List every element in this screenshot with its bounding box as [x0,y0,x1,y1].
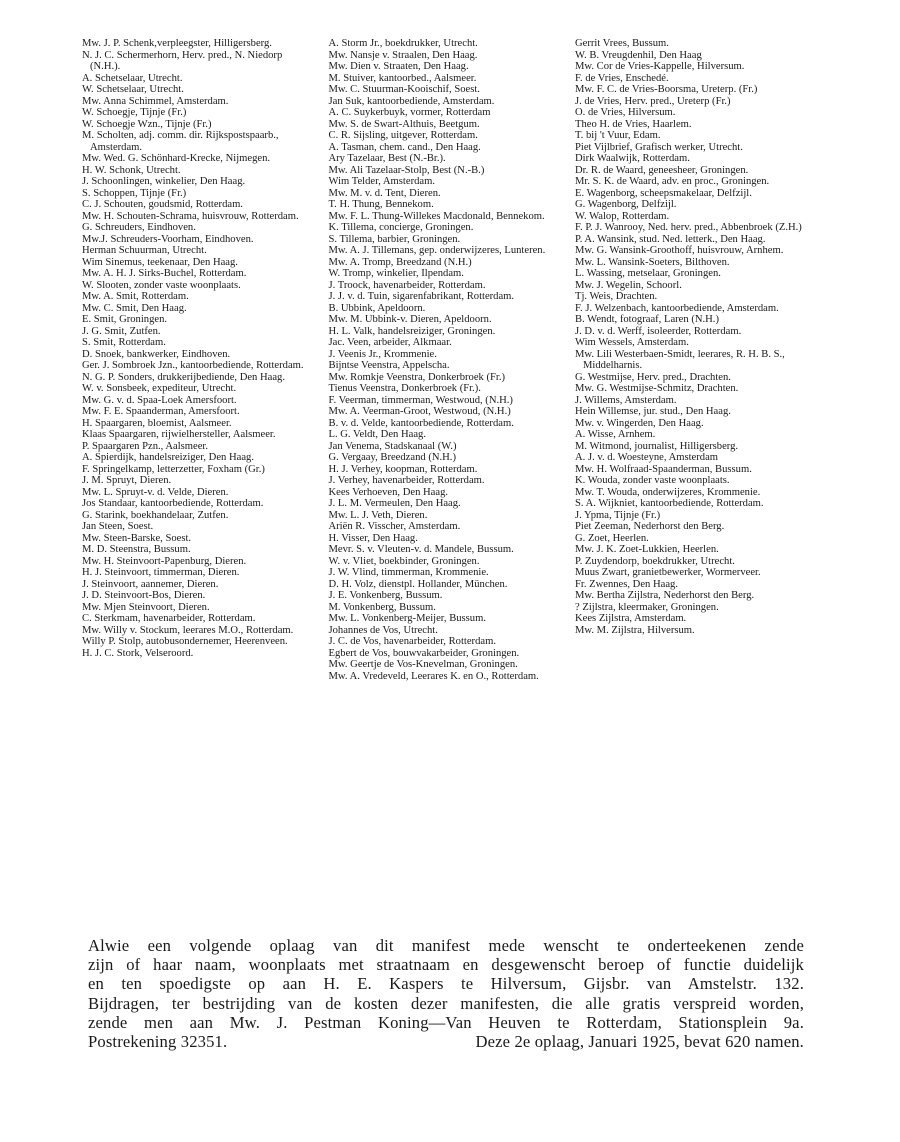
signatory-entry: Wim Telder, Amsterdam. [328,176,435,187]
signatory-entry: Johannes de Vos, Utrecht. [328,624,438,636]
signatory-entry: Muus Zwart, granietbewerker, Wormerveer. [575,567,761,578]
signatory-entry: Klaas Spaargaren, rijwielhersteller, Aalsmeer. [82,429,276,440]
signatory-entry: Jan Steen, Soest. [82,521,154,532]
signatory-entry: Mw. Anna Schimmel, Amsterdam. [82,95,229,107]
signatory-entry: S. A. Wijkniet, kantoorbediende, Rotterdam. [575,498,764,509]
signatory-entry: H. Visser, Den Haag. [328,532,418,544]
signatory-entry: D. Snoek, bankwerker, Eindhoven. [82,348,231,360]
signatory-entry: S. Schoppen, Tijnje (Fr.) [82,187,187,199]
signatory-entry: Dr. R. de Waard, geneesheer, Groningen. [575,164,749,176]
signatory-entry: P. Zuydendorp, boekdrukker, Utrecht. [575,555,735,567]
footer-line: zende men aan Mw. J. Pestman Koning—Van Heuven te Rotterdam, Stationsplein 9a. [88,1012,804,1032]
signatory-entry: D. H. Volz, dienstpl. Hollander, München. [328,578,508,590]
signatory-entry: Mevr. S. v. Vleuten-v. d. Mandele, Bussum. [328,544,514,555]
signatory-entry: Mw.J. Schreuders-Voorham, Eindhoven. [82,233,254,245]
signatory-entry: Ger. J. Sombroek Jzn., kantoorbediende, Rotterdam. [82,360,304,371]
signatory-entry: J. Troock, havenarbeider, Rotterdam. [328,279,486,291]
signatory-entry: J. M. Spruyt, Dieren. [82,475,172,486]
signatory-entry: H. J. Verhey, koopman, Rotterdam. [328,463,478,475]
signatory-entry: Willy P. Stolp, autobusondernemer, Heerenveen. [82,636,288,647]
signatory-entry: Jac. Veen, arbeider, Alkmaar. [328,337,452,348]
signatory-entry: Jos Standaar, kantoorbediende, Rotterdam. [82,498,264,509]
signatory-entry: Mw. H. Wolfraad-Spaanderman, Bussum. [575,463,752,475]
signatory-entry: K. Tillema, concierge, Groningen. [328,222,474,233]
signatory-entry: Mw. Willy v. Stockum, leerares M.O., Rotterdam. [82,624,294,636]
signatory-entry: W. Schoegje Wzn., Tijnje (Fr.) [82,118,212,130]
signatory-entry: Fr. Zwennes, Den Haag. [575,578,678,590]
signatory-entry: Mw. Romkje Veenstra, Donkerbroek (Fr.) [328,371,506,383]
signatory-entry: F. de Vries, Enschedé. [575,72,669,84]
signatories-column-3 [575,38,807,682]
signatory-entry: H. L. Valk, handelsreiziger, Groningen. [328,325,496,337]
signatory-entry: Jan Suk, kantoorbediende, Amsterdam. [328,95,495,107]
signatory-entry: C. R. Sijsling, uitgever, Rotterdam. [328,130,478,141]
signatory-entry: Mw. H. Schouten-Schrama, huisvrouw, Rotterdam. [82,210,299,222]
signatory-entry: Mw. G. Wansink-Groothoff, huisvrouw, Arnhem. [575,245,784,256]
signatory-entry: Ariën R. Visscher, Amsterdam. [328,521,461,532]
signatory-entry: J. Schoonlingen, winkelier, Den Haag. [82,176,246,187]
signatory-entry: W. Slooten, zonder vaste woonplaats. [82,279,241,291]
signatory-entry: Mw. Bertha Zijlstra, Nederhorst den Berg. [575,590,755,601]
signatories-column-2 [329,38,561,682]
signatory-entry: Mw. M. Zijlstra, Hilversum. [575,624,695,636]
signatory-entry: Mw. M. v. d. Tent, Dieren. [328,187,441,199]
signatory-entry: Kees Zijlstra, Amsterdam. [575,613,687,624]
signatory-entry: Mw. F. E. Spaanderman, Amersfoort. [82,406,240,417]
signatory-entry: B. v. d. Velde, kantoorbediende, Rotterdam. [328,417,514,429]
signatory-entry: Mw. A. Smit, Rotterdam. [82,291,189,302]
signatory-entry: Mr. S. K. de Waard, adv. en proc., Groningen. [575,176,770,187]
signatory-entry: Mw. A. Veerman-Groot, Westwoud, (N.H.) [328,406,511,417]
signatory-entry: Dirk Waalwijk, Rotterdam. [575,153,690,164]
signatory-entry: Mw. Ali Tazelaar-Stolp, Best (N.-B.) [328,164,485,176]
signatory-entry: Mw. Cor de Vries-Kappelle, Hilversum. [575,61,745,72]
signatory-entry: K. Wouda, zonder vaste woonplaats. [575,475,730,486]
signatory-entry: J. J. v. d. Tuin, sigarenfabrikant, Rotterdam. [328,291,515,302]
signatory-entry: W. Schetselaar, Utrecht. [82,84,184,95]
signatory-entry: F. P. J. Wanrooy, Ned. herv. pred., Abbenbroek (Z.H.) [575,222,802,233]
signatory-entry: J. D. Steinvoort-Bos, Dieren. [82,590,206,601]
signatory-entry: Mw. J. Wegelin, Schoorl. [575,279,682,291]
footer-line: Alwie een volgende oplaag van dit manifest mede wenscht te onderteekenen zende [88,936,804,955]
signatory-entry: W. Walop, Rotterdam. [575,210,670,222]
signatory-entry: Egbert de Vos, bouwvakarbeider, Groningen. [328,647,520,659]
signatory-entry: Mw. Dien v. Straaten, Den Haag. [328,61,469,72]
signatory-entry: Theo H. de Vries, Haarlem. [575,118,692,130]
signatory-entry: J. L. M. Vermeulen, Den Haag. [328,498,461,509]
signatory-entry: T. bij 't Vuur, Edam. [575,130,661,141]
signatory-entry: H. Spaargaren, bloemist, Aalsmeer. [82,417,232,429]
signatory-entry: L. G. Veldt, Den Haag. [328,429,426,440]
signatory-entry: Mw. Steen-Barske, Soest. [82,532,192,544]
signatory-entry: J. Veenis Jr., Krommenie. [328,348,437,360]
signatory-entry: Bijntse Veenstra, Appelscha. [328,360,450,371]
signatory-entry: Mw. G. Westmijse-Schmitz, Drachten. [575,383,739,394]
signatory-entry: Kees Verhoeven, Den Haag. [328,486,449,498]
signatory-entry: W. Schoegje, Tijnje (Fr.) [82,107,187,118]
signatory-entry: A. J. v. d. Woesteyne, Amsterdam [575,452,719,463]
signatory-entry: J. W. Vlind, timmerman, Krommenie. [328,567,489,578]
signatory-entry: Mw. Geertje de Vos-Knevelman, Groningen. [328,659,518,670]
signatory-entry: G. Schreuders, Eindhoven. [82,222,196,233]
signatory-entry: Mw. J. K. Zoet-Lukkien, Heerlen. [575,544,719,555]
signatory-entry: Mw. M. Ubbink-v. Dieren, Apeldoorn. [328,314,492,325]
signatory-entry: Mw. A. Tromp, Breedzand (N.H.) [328,256,472,268]
signatory-entry: Jan Venema, Stadskanaal (W.) [328,440,457,452]
signatory-entry: J. C. de Vos, havenarbeider, Rotterdam. [328,636,496,647]
signatory-entry: G. Wagenborg, Delfzijl. [575,199,677,210]
signatory-entry: N. G. P. Sonders, drukkerijbediende, Den Haag. [82,371,286,383]
signatory-entry: L. Wassing, metselaar, Groningen. [575,268,721,279]
signatories-column-1 [82,38,314,682]
signatory-entry: Herman Schuurman, Utrecht. [82,245,207,256]
signatory-entry: P. Spaargaren Pzn., Aalsmeer. [82,440,209,452]
signatory-entry: O. de Vries, Hilversum. [575,107,676,118]
signatory-entry: Mw. Wed. G. Schönhard-Krecke, Nijmegen. [82,153,271,164]
signatory-entry: A. Spierdijk, handelsreiziger, Den Haag. [82,452,254,463]
edition-note: Deze 2e oplaag, Januari 1925, bevat 620 namen. [475,1032,804,1052]
signatory-entry: E. Smit, Groningen. [82,314,168,325]
signatory-entry: Piet Zeeman, Nederhorst den Berg. [575,521,725,532]
signatory-entry: J. Verhey, havenarbeider, Rotterdam. [328,475,485,486]
signatory-entry: M. Witmond, journalist, Hilligersberg. [575,440,739,452]
signatory-entry: N. J. C. Schermerhorn, Herv. pred., N. Niedorp (N.H.). [82,49,283,72]
signatory-entry: Mw. Mjen Steinvoort, Dieren. [82,601,210,613]
signatory-entry: Mw. F. C. de Vries-Boorsma, Ureterp. (Fr.) [575,84,758,95]
signatory-entry: Mw. L. Wansink-Soeters, Bilthoven. [575,256,730,268]
signatory-entry: B. Ubbink, Apeldoorn. [328,302,426,314]
signatory-entry: W. v. Vliet, boekbinder, Groningen. [328,555,480,567]
footer-last-line [88,1032,804,1051]
signatory-entry: J. de Vries, Herv. pred., Ureterp (Fr.) [575,95,731,107]
signatory-entry: F. Springelkamp, letterzetter, Foxham (Gr.) [82,463,265,475]
signatory-entry: Mw. J. P. Schenk,verpleegster, Hilligersberg. [82,38,272,49]
signatory-entry: ? Zijlstra, kleermaker, Groningen. [575,601,719,613]
signatory-entry: G. Starink, boekhandelaar, Zutfen. [82,509,229,521]
signatory-entry: Mw. L. Spruyt-v. d. Velde, Dieren. [82,486,229,498]
giro-account: Postrekening 32351. [88,1032,228,1052]
footer-notice [88,936,804,1051]
footer-line: zijn of haar naam, woonplaats met straatnaam en desgewenscht beroep of functie duidelijk [88,955,804,975]
signatory-entry: Tj. Weis, Drachten. [575,291,658,302]
signatory-entry: J. Steinvoort, aannemer, Dieren. [82,578,219,590]
signatory-entry: Gerrit Vrees, Bussum. [575,38,669,49]
signatory-entry: M. Scholten, adj. comm. dir. Rijkspostspaarb., Amsterdam. [82,130,279,153]
signatory-entry: A. Wisse, Arnhem. [575,429,656,440]
signatory-entry: F. J. Welzenbach, kantoorbediende, Amsterdam. [575,302,779,314]
footer-line: en ten spoedigste op aan H. E. Kaspers te Hilversum, Gijsbr. van Amstelstr. 132. [88,974,804,994]
signatory-entry: M. Stuiver, kantoorbed., Aalsmeer. [328,72,477,84]
signatory-entry: Mw. F. L. Thung-Willekes Macdonald, Bennekom. [328,210,545,222]
signatory-entry: C. Sterkmam, havenarbeider, Rotterdam. [82,613,256,624]
signatory-entry: J. G. Smit, Zutfen. [82,325,161,337]
signatory-entry: Mw. G. v. d. Spaa-Loek Amersfoort. [82,394,237,406]
signatory-entry: Mw. T. Wouda, onderwijzeres, Krommenie. [575,486,761,498]
signatory-entry: Piet Vijlbrief, Grafisch werker, Utrecht. [575,141,743,153]
signatory-entry: A. Tasman, chem. cand., Den Haag. [328,141,481,153]
signatory-entry: Mw. Lili Westerbaen-Smidt, leerares, R. H. B. S., Middelharnis. [575,348,785,371]
signatory-entry: Mw. S. de Swart-Althuis, Beetgum. [328,118,480,130]
signatory-entry: J. D. v. d. Werff, isoleerder, Rotterdam. [575,325,742,337]
signatory-entry: Mw. A. J. Tillemans, gep. onderwijzeres, Lunteren. [328,245,546,256]
signatory-entry: Mw. A. H. J. Sirks-Buchel, Rotterdam. [82,268,247,279]
signatory-entry: Mw. C. Smit, Den Haag. [82,302,187,314]
signatory-entry: J. E. Vonkenberg, Bussum. [328,590,443,601]
signatory-entry: M. Vonkenberg, Bussum. [328,601,436,613]
signatory-entry: W. Tromp, winkelier, Ilpendam. [328,268,464,279]
signatories-list [82,38,807,682]
signatory-entry: Mw. Nansje v. Straalen, Den Haag. [328,49,478,61]
signatory-entry: Mw. L. J. Veth, Dieren. [328,509,428,521]
signatory-entry: H. W. Schonk, Utrecht. [82,164,181,176]
signatory-entry: A. Schetselaar, Utrecht. [82,72,183,84]
footer-line: Bijdragen, ter bestrijding van de kosten dezer manifesten, die alle gratis verspreid worden, [88,993,804,1013]
signatory-entry: A. Storm Jr., boekdrukker, Utrecht. [328,38,478,49]
signatory-entry: T. H. Thung, Bennekom. [328,199,434,210]
signatory-entry: Ary Tazelaar, Best (N.-Br.). [328,153,446,164]
signatory-entry: G. Zoet, Heerlen. [575,532,649,544]
signatory-entry: G. Westmijse, Herv. pred., Drachten. [575,371,731,383]
signatory-entry: Wim Wessels, Amsterdam. [575,337,689,348]
signatory-entry: Wim Sinemus, teekenaar, Den Haag. [82,256,238,268]
signatory-entry: E. Wagenborg, scheepsmakelaar, Delfzijl. [575,187,752,199]
signatory-entry: C. J. Schouten, goudsmid, Rotterdam. [82,199,243,210]
signatory-entry: W. B. Vreugdenhil, Den Haag [575,49,702,61]
signatory-entry: W. v. Sonsbeek, expediteur, Utrecht. [82,383,237,394]
signatory-entry: A. C. Suykerbuyk, vormer, Rotterdam [328,107,491,118]
signatory-entry: H. J. C. Stork, Velseroord. [82,647,194,659]
signatory-entry: Mw. A. Vredeveld, Leerares K. en O., Rotterdam. [328,670,539,682]
signatory-entry: M. D. Steenstra, Bussum. [82,544,191,555]
signatory-entry: S. Tillema, barbier, Groningen. [328,233,461,245]
signatory-entry: P. A. Wansink, stud. Ned. letterk., Den Haag. [575,233,766,245]
signatory-entry: Tienus Veenstra, Donkerbroek (Fr.). [328,383,481,394]
signatory-entry: Hein Willemse, jur. stud., Den Haag. [575,406,731,417]
signatory-entry: Mw. v. Wingerden, Den Haag. [575,417,704,429]
signatory-entry: J. Ypma, Tijnje (Fr.) [575,509,661,521]
signatory-entry: J. Willems, Amsterdam. [575,394,677,406]
signatory-entry: F. Veerman, timmerman, Westwoud, (N.H.) [328,394,513,406]
signatory-entry: H. J. Steinvoort, timmerman, Dieren. [82,567,240,578]
signatory-entry: Mw. C. Stuurman-Kooischif, Soest. [328,84,480,95]
signatory-entry: S. Smit, Rotterdam. [82,337,166,348]
signatory-entry: Mw. H. Steinvoort-Papenburg, Dieren. [82,555,247,567]
signatory-entry: Mw. L. Vonkenberg-Meijer, Bussum. [328,613,486,624]
signatory-entry: G. Vergaay, Breedzand (N.H.) [328,452,456,463]
signatory-entry: B. Wendt, fotograaf, Laren (N.H.) [575,314,719,325]
